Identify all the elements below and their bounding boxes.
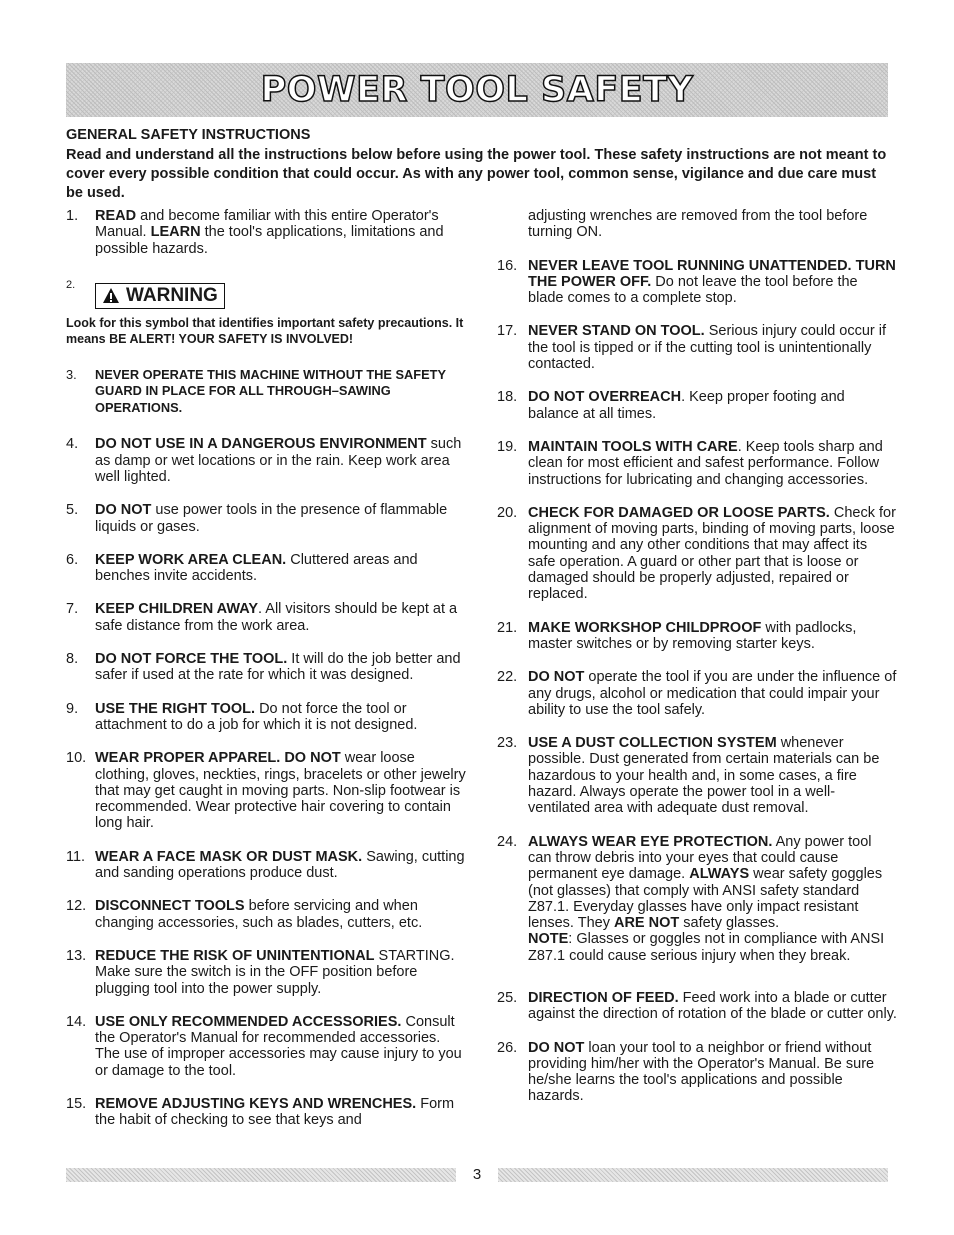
list-item: 23. USE A DUST COLLECTION SYSTEM whenever possible. Dust generated from certain materials can be hazardous to your health and, in some cases, a fire hazard. Always operate the power tool in a well-ventilated area with adequate dust removal. — [497, 735, 880, 817]
list-item: 17. NEVER STAND ON TOOL. Serious injury could occur if the tool is tipped or if the cutting tool is unintentionally contacted. — [497, 323, 887, 373]
list-item: 5. DO NOT use power tools in the presence of flammable liquids or gases. — [66, 502, 448, 535]
list-item: 2. WARNING Look for this symbol that identifies important safety precautions. It means BE ALERT! YOUR SAFETY IS INVOLVED! — [66, 277, 466, 347]
page-title: POWER TOOL SAFETY — [260, 70, 694, 110]
list-item: 6. KEEP WORK AREA CLEAN. Cluttered areas and benches invite accidents. — [66, 551, 418, 585]
warning-label: WARNING — [126, 284, 218, 306]
list-item: 16. NEVER LEAVE TOOL RUNNING UNATTENDED. TURN THE POWER OFF. Do not leave the tool before the blade comes to a complete stop. — [497, 257, 896, 307]
left-column — [66, 208, 466, 1129]
list-item: 10. WEAR PROPER APPAREL. DO NOT wear loose clothing, gloves, neckties, rings, bracelets or other jewelry that may get caught in moving parts. Non-slip footwear is recommended. Wear protective hair covering to contain long hair. — [66, 750, 466, 832]
list-item: 22. DO NOT operate the tool if you are under the influence of any drugs, alcohol or medication that could impair your ability to use the tool safely. — [497, 669, 897, 718]
section-intro: Read and understand all the instructions below before using the power tool. These safety instructions are not meant to cover every possible condition that could occur. As with any power tool, common sense, vigilance and due care must be used. — [66, 147, 887, 201]
list-item: 9. USE THE RIGHT TOOL. Do not force the tool or attachment to do a job for which it is not designed. — [66, 700, 418, 733]
list-item: 25. DIRECTION OF FEED. Feed work into a blade or cutter against the direction of rotation of the blade or cutter only. — [497, 989, 897, 1023]
list-item: 19. MAINTAIN TOOLS WITH CARE. Keep tools sharp and clean for most efficient and safest performance. Follow instructions for lubricating and changing accessories. — [497, 438, 883, 488]
list-item-continued: adjusting wrenches are removed from the tool before turning ON. — [528, 208, 868, 241]
title-banner — [66, 63, 888, 117]
page-number: 3 — [472, 1166, 482, 1183]
list-item: 1. READ and become familiar with this entire Operator's Manual. LEARN the tool's applications, limitations and possible hazards. — [66, 208, 444, 257]
warning-triangle-icon — [102, 287, 120, 304]
section-heading: GENERAL SAFETY INSTRUCTIONS — [66, 127, 311, 143]
right-column — [497, 208, 897, 1105]
list-item: 14. USE ONLY RECOMMENDED ACCESSORIES. Consult the Operator's Manual for recommended accessories. The use of improper accessories may cause injury to you or damage to the tool. — [66, 1013, 462, 1079]
list-item: 7. KEEP CHILDREN AWAY. All visitors should be kept at a safe distance from the work area. — [66, 601, 458, 634]
list-item: 18. DO NOT OVERREACH. Keep proper footing and balance at all times. — [497, 389, 845, 422]
list-item: 21. MAKE WORKSHOP CHILDPROOF with padlocks, master switches or by removing starter keys. — [497, 619, 857, 652]
list-item: 8. DO NOT FORCE THE TOOL. It will do the job better and safer if used at the rate for which it was designed. — [66, 651, 461, 684]
warning-box — [95, 283, 225, 309]
footer-rule-right — [498, 1168, 888, 1182]
footer-rule-left — [66, 1168, 456, 1182]
list-item: 15. REMOVE ADJUSTING KEYS AND WRENCHES. Form the habit of checking to see that keys and — [66, 1096, 455, 1129]
list-item: 26. DO NOT loan your tool to a neighbor or friend without providing him/her with the Operator's Manual. Be sure he/she learns the tool's applications and possible hazards. — [497, 1039, 875, 1105]
list-item: 4. DO NOT USE IN A DANGEROUS ENVIRONMENT such as damp or wet locations or in the rain. Keep work area well lighted. — [66, 436, 462, 485]
list-item: 13. REDUCE THE RISK OF UNINTENTIONAL STARTING. Make sure the switch is in the OFF position before plugging tool into the power supply. — [66, 947, 455, 997]
list-item: 20. CHECK FOR DAMAGED OR LOOSE PARTS. Check for alignment of moving parts, binding of moving parts, loose mounting and any other conditions that may affect its safe operation. A guard or other part that is loose or damaged should be properly adjusted, repaired or replaced. — [497, 504, 896, 603]
list-item: 3. NEVER OPERATE THIS MACHINE WITHOUT THE SAFETY GUARD IN PLACE FOR ALL THROUGH–SAWING OPERATIONS. — [66, 366, 446, 415]
list-item: 12. DISCONNECT TOOLS before servicing and when changing accessories, such as blades, cutters, etc. — [66, 898, 423, 931]
warning-description: Look for this symbol that identifies important safety precautions. It means BE ALERT! YOUR SAFETY IS INVOLVED! — [66, 315, 464, 346]
list-item: 24. ALWAYS WEAR EYE PROTECTION. Any power tool can throw debris into your eyes that could cause permanent eye damage. ALWAYS wear safety goggles (not glasses) that comply with ANSI safety standard Z87.1. Everyday glasses have only impact resistant lenses. They ARE NOT safety glasses. NOTE: Glasses or goggles not in compliance with ANSI Z87.1 could cause serious injury when they break. — [497, 833, 885, 964]
list-item: 11. WEAR A FACE MASK OR DUST MASK. Sawing, cutting and sanding operations produce dust. — [66, 848, 465, 882]
